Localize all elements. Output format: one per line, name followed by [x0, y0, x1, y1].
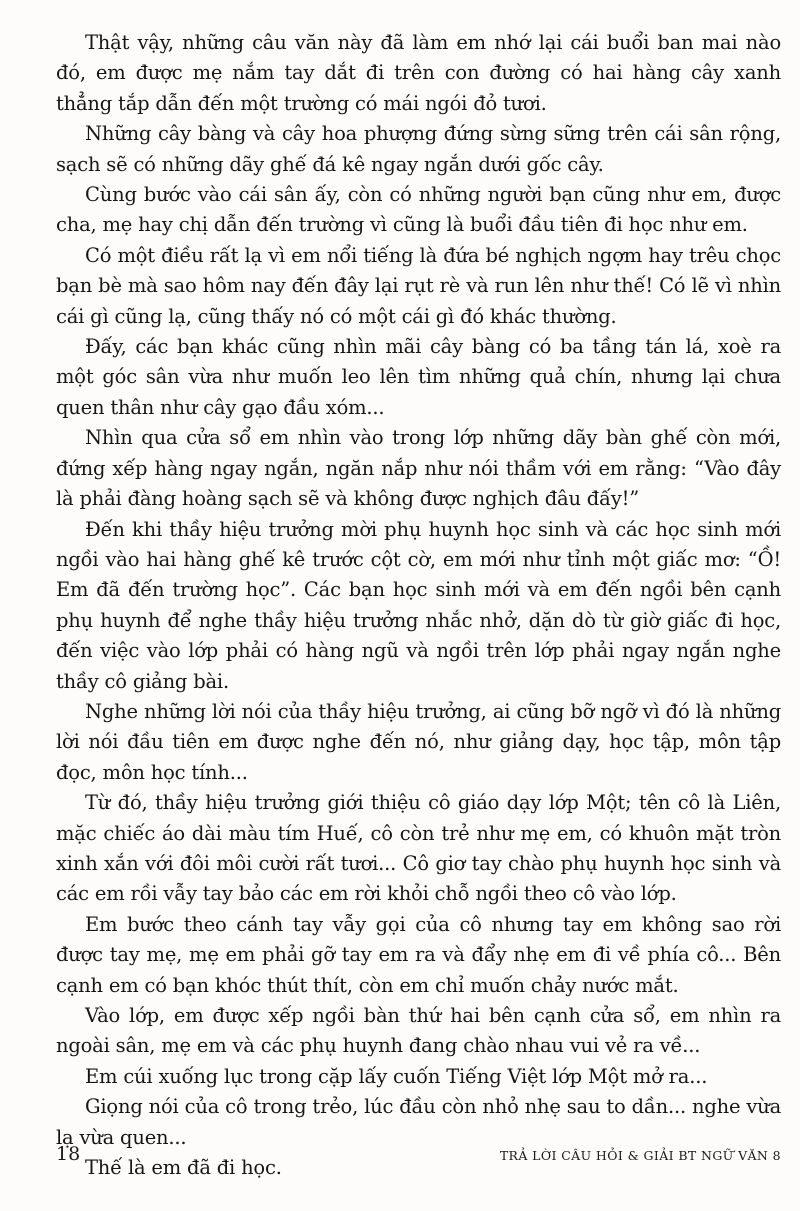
paragraph-13: Giọng nói của cô trong trẻo, lúc đầu còn nhỏ nhẹ sau to dần... nghe vừa lạ vừa quen...: [56, 1095, 781, 1149]
paragraph-6: Nhìn qua cửa sổ em nhìn vào trong lớp những dãy bàn ghế còn mới, đứng xếp hàng ngay ngắn, ngăn nắp như nói thầm với em rằng: “Vào đây là phải đàng hoàng sạch sẽ và không được nghịch đâu đấy!”: [56, 426, 781, 511]
paragraph-14: Thế là em đã đi học.: [85, 1156, 282, 1180]
paragraph-4: Có một điều rất lạ vì em nổi tiếng là đứa bé nghịch ngợm hay trêu chọc bạn bè mà sao hôm nay đến đây lại rụt rè và run lên như thế! Có lẽ vì nhìn cái gì cũng lạ, cũng thấy nó có một cái gì đó khác thường.: [56, 243, 781, 328]
paragraph-10: Em bước theo cánh tay vẫy gọi của cô nhưng tay em không sao rời được tay mẹ, mẹ em phải gỡ tay em ra và đẩy nhẹ em đi về phía cô... Bên cạnh em có bạn khóc thút thít, còn em chỉ muốn chảy nước mắt.: [56, 912, 781, 997]
paragraph-9: Từ đó, thầy hiệu trưởng giới thiệu cô giáo dạy lớp Một; tên cô là Liên, mặc chiếc áo dài màu tím Huế, cô còn trẻ như mẹ em, có khuôn mặt tròn xinh xắn với đôi môi cười rất tươi... Cô giơ tay chào phụ huynh học sinh và các em rồi vẫy tay bảo các em rời khỏi chỗ ngồi theo cô vào lớp.: [56, 791, 781, 906]
paragraph-3: Cùng bước vào cái sân ấy, còn có những người bạn cũng như em, được cha, mẹ hay chị dẫn đến trường vì cũng là buổi đầu tiên đi học như em.: [56, 183, 781, 237]
paragraph-5: Đấy, các bạn khác cũng nhìn mãi cây bàng có ba tầng tán lá, xoè ra một góc sân vừa như muốn leo lên tìm những quả chín, nhưng lại chưa quen thân như cây gạo đầu xóm...: [56, 335, 781, 419]
page-footer: [56, 1143, 781, 1167]
paragraph-8: Nghe những lời nói của thầy hiệu trưởng, ai cũng bỡ ngỡ vì đó là những lời nói đầu tiên em được nghe đến nó, như giảng dạy, học tập, môn tập đọc, môn học tính...: [56, 699, 781, 784]
paragraph-11: Vào lớp, em được xếp ngồi bàn thứ hai bên cạnh cửa sổ, em nhìn ra ngoài sân, mẹ em và các phụ huynh đang chào nhau vui vẻ ra về...: [56, 1004, 781, 1058]
paragraph-7: Đến khi thầy hiệu trưởng mời phụ huynh học sinh và các học sinh mới ngồi vào hai hàng ghế kê trước cột cờ, em mới như tỉnh một giấc mơ: “Ồ! Em đã đến trường học”. Các bạn học sinh mới và em đến ngồi bên cạnh phụ huynh để nghe thầy hiệu trưởng nhắc nhở, dặn dò từ giờ giấc đi học, đến việc vào lớp phải có hàng ngũ và ngồi trên lớp phải ngay ngắn nghe thầy cô giảng bài.: [56, 517, 781, 693]
paragraph-1: Thật vậy, những câu văn này đã làm em nhớ lại cái buổi ban mai nào đó, em được mẹ nắm tay dắt đi trên con đường có hai hàng cây xanh thẳng tắp dẫn đến một trường có mái ngói đỏ tươi.: [56, 31, 781, 115]
page-number: 18: [56, 1143, 81, 1165]
running-title: TRẢ LỜI CÂU HỎI & GIẢI BT NGỮ VĂN 8: [499, 1148, 781, 1163]
paragraph-12: Em cúi xuống lục trong cặp lấy cuốn Tiếng Việt lớp Một mở ra...: [85, 1064, 708, 1088]
body-text: [56, 28, 781, 1183]
paragraph-2: Những cây bàng và cây hoa phượng đứng sừng sững trên cái sân rộng, sạch sẽ có những dãy ghế đá kê ngay ngắn dưới gốc cây.: [56, 122, 781, 176]
